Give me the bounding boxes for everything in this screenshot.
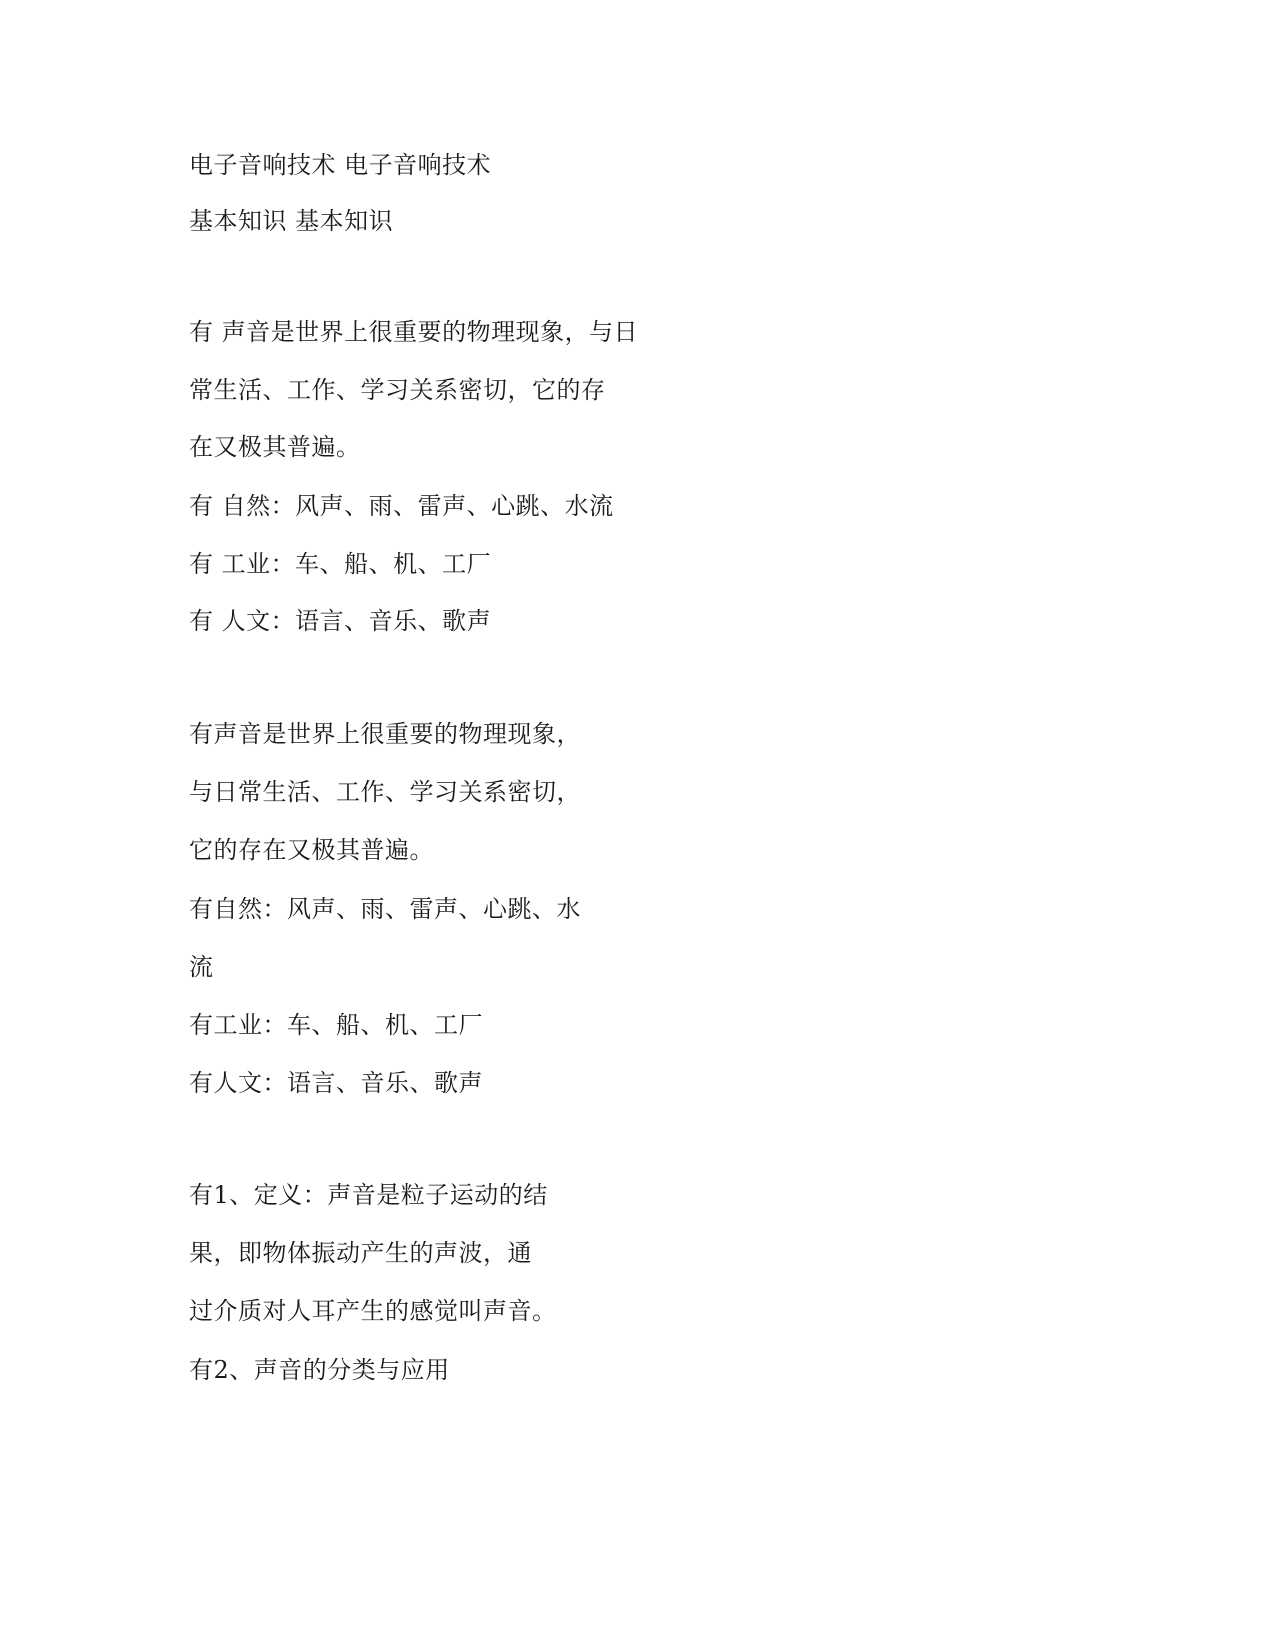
- bullet-line: 有 人文：语言、音乐、歌声: [189, 607, 492, 635]
- document-subtitle: 基本知识 基本知识: [189, 207, 394, 235]
- paragraph-line: 与日常生活、工作、学习关系密切，: [189, 778, 581, 806]
- paragraph-line: 它的存在又极其普遍。: [189, 836, 434, 864]
- bullet-line: 有自然：风声、雨、雷声、心跳、水: [189, 895, 581, 923]
- definition-line: 有1、定义：声音是粒子运动的结: [189, 1181, 548, 1209]
- bullet-line: 有人文：语言、音乐、歌声: [189, 1069, 483, 1097]
- paragraph-line: 常生活、工作、学习关系密切，它的存: [189, 376, 606, 404]
- definition-line: 果，即物体振动产生的声波，通: [189, 1239, 532, 1267]
- paragraph-line: 在又极其普遍。: [189, 433, 361, 461]
- section-heading: 有2、声音的分类与应用: [189, 1356, 450, 1384]
- bullet-line: 有 工业：车、船、机、工厂: [189, 550, 492, 578]
- paragraph-line: 有声音是世界上很重要的物理现象，: [189, 720, 581, 748]
- paragraph-line: 有 声音是世界上很重要的物理现象，与日: [189, 318, 639, 346]
- definition-line: 过介质对人耳产生的感觉叫声音。: [189, 1297, 557, 1325]
- bullet-line: 有工业：车、船、机、工厂: [189, 1011, 483, 1039]
- document-title: 电子音响技术 电子音响技术: [189, 151, 492, 179]
- bullet-line: 流: [189, 953, 214, 981]
- bullet-line: 有 自然：风声、雨、雷声、心跳、水流: [189, 492, 614, 520]
